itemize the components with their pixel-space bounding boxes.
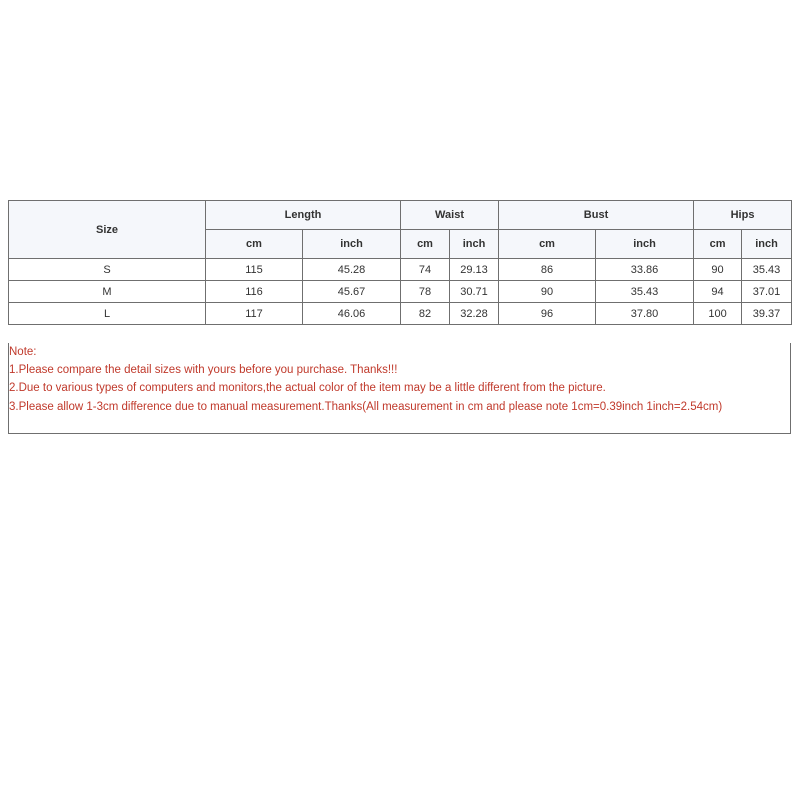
group-header-bust: Bust bbox=[499, 201, 694, 230]
table-cell: 29.13 bbox=[450, 259, 499, 281]
table-cell: 94 bbox=[694, 281, 742, 303]
table-cell: 37.01 bbox=[742, 281, 792, 303]
unit-header: inch bbox=[742, 230, 792, 259]
group-header-row bbox=[9, 201, 792, 230]
note-line: 2.Due to various types of computers and monitors,the actual color of the item may be a little different from the picture. bbox=[9, 382, 606, 395]
table-cell: 78 bbox=[401, 281, 450, 303]
group-header-waist: Waist bbox=[401, 201, 499, 230]
unit-header: cm bbox=[206, 230, 303, 259]
size-header: Size bbox=[9, 201, 206, 259]
table-cell: 86 bbox=[499, 259, 596, 281]
table-cell: 37.80 bbox=[596, 303, 694, 325]
table-cell: 90 bbox=[694, 259, 742, 281]
table-row bbox=[9, 281, 792, 303]
group-header-length: Length bbox=[206, 201, 401, 230]
unit-header: inch bbox=[303, 230, 401, 259]
table-row bbox=[9, 259, 792, 281]
size-chart bbox=[8, 200, 791, 434]
note-line: 3.Please allow 1-3cm difference due to manual measurement.Thanks(All measurement in cm and please note 1cm=0.39inch 1inch=2.54cm) bbox=[9, 400, 723, 413]
table-row bbox=[9, 303, 792, 325]
notes-box bbox=[8, 343, 791, 434]
note-line: 1.Please compare the detail sizes with yours before you purchase. Thanks!!! bbox=[9, 364, 398, 377]
table-cell: 100 bbox=[694, 303, 742, 325]
size-cell: L bbox=[9, 303, 206, 325]
table-cell: 116 bbox=[206, 281, 303, 303]
table-cell: 117 bbox=[206, 303, 303, 325]
table-cell: 82 bbox=[401, 303, 450, 325]
table-cell: 39.37 bbox=[742, 303, 792, 325]
table-cell: 115 bbox=[206, 259, 303, 281]
table-cell: 74 bbox=[401, 259, 450, 281]
table-cell: 35.43 bbox=[596, 281, 694, 303]
table-cell: 30.71 bbox=[450, 281, 499, 303]
size-cell: M bbox=[9, 281, 206, 303]
table-cell: 35.43 bbox=[742, 259, 792, 281]
unit-header: cm bbox=[499, 230, 596, 259]
table-cell: 45.67 bbox=[303, 281, 401, 303]
unit-header: inch bbox=[450, 230, 499, 259]
group-header-hips: Hips bbox=[694, 201, 792, 230]
size-cell: S bbox=[9, 259, 206, 281]
unit-header: cm bbox=[694, 230, 742, 259]
table-cell: 46.06 bbox=[303, 303, 401, 325]
note-title: Note: bbox=[9, 346, 37, 358]
size-table bbox=[8, 200, 792, 325]
table-cell: 32.28 bbox=[450, 303, 499, 325]
table-cell: 90 bbox=[499, 281, 596, 303]
table-cell: 96 bbox=[499, 303, 596, 325]
unit-header: cm bbox=[401, 230, 450, 259]
table-cell: 45.28 bbox=[303, 259, 401, 281]
table-cell: 33.86 bbox=[596, 259, 694, 281]
unit-header: inch bbox=[596, 230, 694, 259]
